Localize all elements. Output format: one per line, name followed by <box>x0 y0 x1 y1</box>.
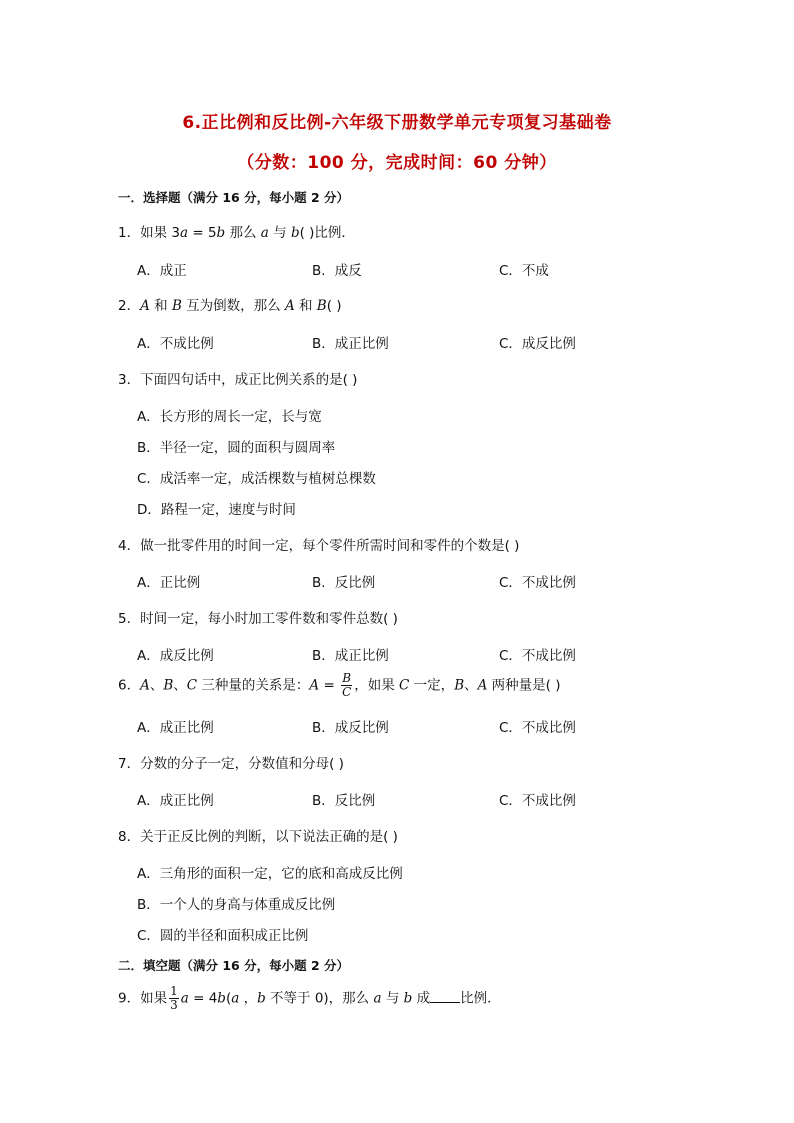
q7-option-c: C．不成比例 <box>499 793 576 809</box>
question-6: 6．A、B、C 三种量的关系是：A = $\frac{B}{C}$ ，如果 C 一定，B、A 两种量是( ) <box>118 671 561 699</box>
q1-option-a: A．成正 <box>137 263 187 279</box>
answer-blank[interactable] <box>430 990 460 1003</box>
q7-option-a: A．成正比例 <box>137 793 214 809</box>
section-heading-choice: 一．选择题（满分 16 分，每小题 2 分） <box>118 190 350 205</box>
q6-option-a: A．成正比例 <box>137 720 214 736</box>
q4-option-b: B．反比例 <box>312 575 376 591</box>
q8-option-a: A．三角形的面积一定，它的底和高成反比例 <box>137 866 403 882</box>
question-1: 1．如果 3a = 5b 那么 a 与 b( )比例． <box>118 225 355 241</box>
question-8: 8．关于正反比例的判断，以下说法正确的是( ) <box>118 829 398 845</box>
q3-option-d: D．路程一定，速度与时间 <box>137 502 296 518</box>
page-subtitle: （分数：100 分，完成时间：60 分钟） <box>237 153 557 173</box>
q5-option-b: B．成正比例 <box>312 648 389 664</box>
question-4: 4．做一批零件用的时间一定，每个零件所需时间和零件的个数是( ) <box>118 538 520 554</box>
q4-option-a: A．正比例 <box>137 575 201 591</box>
section-heading-fill: 二．填空题（满分 16 分，每小题 2 分） <box>118 958 350 973</box>
q4-option-c: C．不成比例 <box>499 575 576 591</box>
q2-option-a: A．不成比例 <box>137 336 214 352</box>
q1-option-b: B．成反 <box>312 263 362 279</box>
fraction-one-third: $\frac{1}{3}$ <box>170 984 178 1012</box>
q1-option-c: C．不成 <box>499 263 549 279</box>
q3-option-b: B．半径一定，圆的面积与圆周率 <box>137 440 336 456</box>
q2-option-c: C．成反比例 <box>499 336 576 352</box>
question-7: 7．分数的分子一定，分数值和分母( ) <box>118 756 344 772</box>
q3-option-a: A．长方形的周长一定，长与宽 <box>137 409 322 425</box>
question-2: 2．A 和 B 互为倒数，那么 A 和 B( ) <box>118 298 342 314</box>
q7-option-b: B．反比例 <box>312 793 376 809</box>
q6-option-c: C．不成比例 <box>499 720 576 736</box>
question-3: 3．下面四句话中，成正比例关系的是( ) <box>118 372 358 388</box>
q3-option-c: C．成活率一定，成活棵数与植树总棵数 <box>137 471 376 487</box>
page-title: 6.正比例和反比例-六年级下册数学单元专项复习基础卷 <box>182 113 612 133</box>
q8-option-b: B．一个人的身高与体重成反比例 <box>137 897 336 913</box>
q5-option-a: A．成反比例 <box>137 648 214 664</box>
fraction-b-over-c: $\frac{B}{C}$ <box>342 671 352 699</box>
q6-option-b: B．成反比例 <box>312 720 389 736</box>
q2-option-b: B．成正比例 <box>312 336 389 352</box>
question-9: 9．如果 $\frac{1}{3}$ a = 4b(a ，b 不等于 0)，那么 a 与 b 成 比例． <box>118 984 501 1012</box>
question-5: 5．时间一定，每小时加工零件数和零件总数( ) <box>118 611 398 627</box>
q8-option-c: C．圆的半径和面积成正比例 <box>137 928 309 944</box>
q5-option-c: C．不成比例 <box>499 648 576 664</box>
